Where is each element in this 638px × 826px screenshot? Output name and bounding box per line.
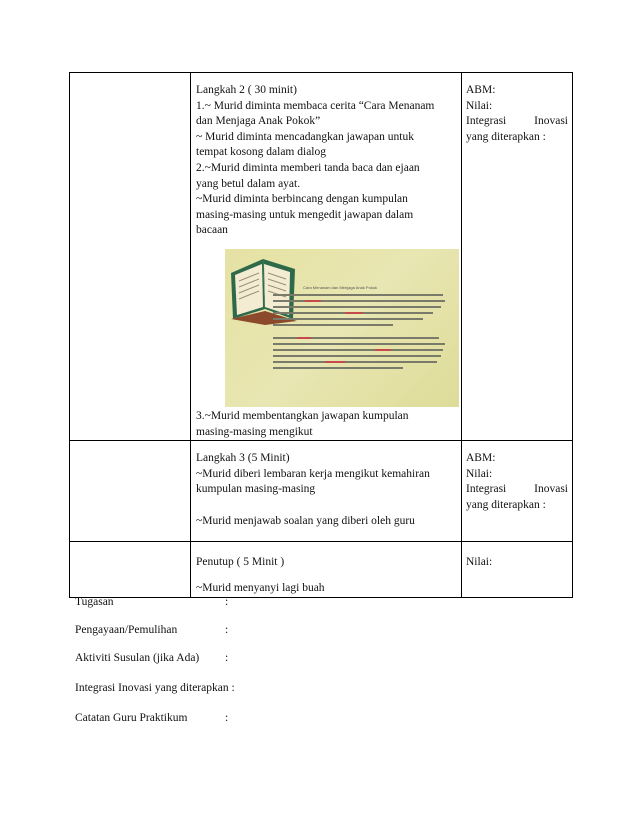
- step-title: Penutup ( 5 Minit ): [196, 556, 285, 569]
- table-row-step-3: [70, 441, 573, 542]
- activity-line: dan Menjaga Anak Pokok”: [196, 115, 321, 128]
- activity-line: 2.~Murid diminta memberi tanda baca dan ejaan: [196, 161, 420, 174]
- activity-line: [196, 498, 456, 514]
- empty-cell: [70, 542, 191, 598]
- open-book-icon: [231, 259, 297, 325]
- footer-label: Catatan Guru Praktikum: [75, 712, 188, 724]
- nilai-label: Nilai:: [466, 99, 493, 112]
- footer-label: Tugasan: [75, 596, 114, 608]
- inovasi-label: Inovasi: [534, 115, 568, 128]
- activity-cell: [191, 73, 462, 441]
- nilai-label: Nilai:: [466, 467, 493, 480]
- activity-line: 1.~ Murid diminta membaca cerita “Cara Menanam: [196, 99, 435, 112]
- activity-line: 3.~Murid membentangkan jawapan kumpulan: [196, 409, 409, 422]
- empty-cell: [70, 73, 191, 441]
- footer-colon: :: [225, 596, 229, 608]
- abm-label: ABM:: [466, 84, 496, 96]
- image-caption: Cara Menanam dan Menjaga Anak Pokok: [303, 284, 378, 290]
- integrasi-label: Integrasi: [466, 115, 507, 128]
- activity-line: masing-masing mengikut: [196, 425, 313, 438]
- activity-cell: [191, 441, 462, 542]
- activity-line: ~Murid menjawab soalan yang diberi oleh guru: [196, 514, 415, 527]
- lesson-plan-table: [69, 72, 573, 598]
- footer-colon: :: [225, 652, 229, 664]
- footer-colon: :: [225, 624, 229, 636]
- empty-cell: [70, 441, 191, 542]
- table-row-penutup: [70, 542, 573, 598]
- activity-line: masing-masing untuk mengedit jawapan dalam: [196, 208, 414, 221]
- nilai-label: Nilai:: [466, 556, 493, 569]
- diterapkan-label: yang diterapkan :: [466, 498, 546, 511]
- footer-label: Pengayaan/Pemulihan: [75, 624, 178, 636]
- step-title: Langkah 2 ( 30 minit): [196, 84, 297, 96]
- notes-cell: [462, 441, 573, 542]
- step-title: Langkah 3 (5 Minit): [196, 452, 290, 465]
- activity-line: ~Murid diminta berbincang dengan kumpulan: [196, 193, 408, 206]
- footer-label: Integrasi Inovasi yang diterapkan :: [75, 682, 235, 694]
- activity-line: bacaan: [196, 224, 228, 237]
- table-row-step-2: [70, 73, 573, 441]
- activity-line: yang betul dalam ayat.: [196, 177, 301, 190]
- worksheet-image: [225, 249, 459, 407]
- notes-cell: [462, 73, 573, 441]
- activity-cell: [191, 542, 462, 598]
- activity-line: ~Murid diberi lembaran kerja mengikut kemahiran: [196, 467, 430, 480]
- inovasi-label: Inovasi: [534, 483, 568, 496]
- activity-line: kumpulan masing-masing: [196, 483, 316, 496]
- footer-label: Aktiviti Susulan (jika Ada): [75, 652, 200, 664]
- book-illustration: [225, 249, 459, 407]
- abm-label: ABM:: [466, 452, 496, 465]
- activity-line: ~Murid menyanyi lagi buah: [196, 581, 325, 594]
- notes-cell: [462, 542, 573, 598]
- activity-line: [196, 571, 456, 581]
- footer-colon: :: [225, 712, 229, 724]
- activity-line: ~ Murid diminta mencadangkan jawapan untuk: [196, 130, 414, 143]
- worksheet-text-lines: [273, 294, 445, 369]
- diterapkan-label: yang diterapkan :: [466, 130, 546, 143]
- integrasi-label: Integrasi: [466, 483, 507, 496]
- activity-line: tempat kosong dalam dialog: [196, 146, 326, 159]
